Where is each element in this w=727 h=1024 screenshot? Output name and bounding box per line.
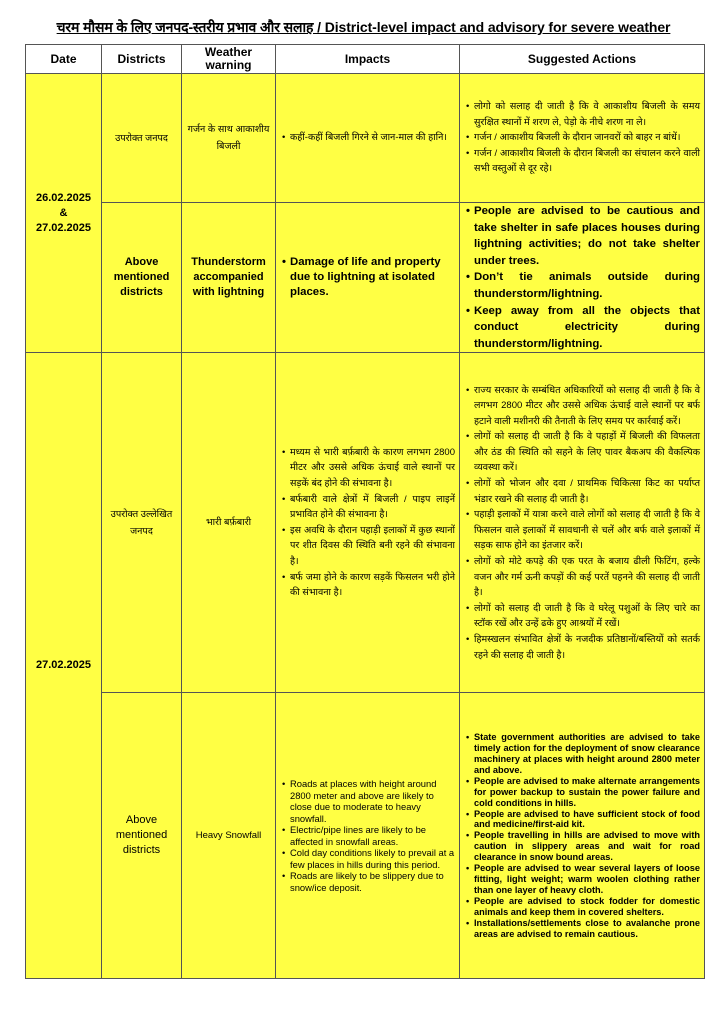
impacts-cell <box>276 203 460 353</box>
header-date: Date <box>26 45 102 74</box>
district-cell: उपरोक्त जनपद <box>102 74 182 203</box>
list-item: • मध्यम से भारी बर्फ़बारी के कारण लगभग 2800 मीटर और उससे अधिक ऊंचाई वाले स्थानों पर सड़कें बंद होने की संभावना है। <box>282 445 455 492</box>
list-item: • Roads are likely to be slippery due to snow/ice deposit. <box>282 870 455 893</box>
impacts-cell <box>276 693 460 979</box>
actions-cell <box>460 203 705 353</box>
warning-cell: Thunderstorm accompanied with lightning <box>182 203 276 353</box>
list-item: • Cold day conditions likely to prevail at a few places in hills during this period. <box>282 847 455 870</box>
list-item: • People are advised to be cautious and take shelter in safe places houses during lightning activities; do not take shelter under trees. <box>466 203 700 269</box>
list-item: • गर्जन / आकाशीय बिजली के दौरान बिजली का संचालन करने वाली सभी वस्तुओं से दूर रहे। <box>466 146 700 177</box>
actions-cell <box>460 74 705 203</box>
impacts-cell <box>276 74 460 203</box>
list-item: • हिमस्खलन संभावित क्षेत्रों के नजदीक प्रतिष्ठानों/बस्तियों को सतर्क रहने की सलाह दी जाती है। <box>466 632 700 663</box>
table-row <box>26 74 705 203</box>
list-item: • People travelling in hills are advised to move with caution in slippery areas and wait for road clearance in snow bound areas. <box>466 830 700 863</box>
warning-cell: गर्जन के साथ आकाशीय बिजली <box>182 74 276 203</box>
list-item: • पहाड़ी इलाकों में यात्रा करने वाले लोगों को सलाह दी जाती है कि वे फिसलन वाले इलाकों में सावधानी से चलें और बर्फ वाले इलाकों में सड़क साफ होने का इंतजार करें। <box>466 507 700 554</box>
actions-cell <box>460 693 705 979</box>
header-impacts: Impacts <box>276 45 460 74</box>
list-item: • State government authorities are advised to take timely action for the deployment of snow clearance machinery at places with height around 2800 meter and above. <box>466 732 700 776</box>
warning-cell: Heavy Snowfall <box>182 693 276 979</box>
list-item: • लोगो को सलाह दी जाती है कि वे आकाशीय बिजली के समय सुरक्षित स्थानों में शरण ले, पेड़ो के नीचे शरण ना ले। <box>466 99 700 130</box>
list-item: • People are advised to wear several layers of loose fitting, light weight; warm woolen clothing rather than one layer of heavy cloth. <box>466 863 700 896</box>
list-item: • लोगों को मोटे कपड़े की एक परत के बजाय ढीली फिटिंग, हल्के वजन और गर्म ऊनी कपड़ों की कई परतें पहनने की सलाह दी जाती है। <box>466 554 700 601</box>
header-districts: Districts <box>102 45 182 74</box>
list-item: • गर्जन / आकाशीय बिजली के दौरान जानवरों को बाहर न बांधें। <box>466 130 700 146</box>
table-row <box>26 693 705 979</box>
list-item: • People are advised to have sufficient stock of food and medicine/first-aid kit. <box>466 809 700 831</box>
list-item: • Don’t tie animals outside during thunderstorm/lightning. <box>466 269 700 302</box>
advisory-table <box>25 44 705 979</box>
list-item: • बर्फबारी वाले क्षेत्रों में बिजली / पाइप लाइनें प्रभावित होने की संभावना है। <box>282 492 455 523</box>
date-end: 27.02.2025 <box>35 221 92 234</box>
header-weather-warning: Weather warning <box>182 45 276 74</box>
table-row <box>26 353 705 693</box>
page-title: चरम मौसम के लिए जनपद-स्तरीय प्रभाव और सलाह / District-level impact and advisory for severe weather <box>56 19 671 35</box>
list-item: • Installations/settlements close to avalanche prone areas are advised to remain cautious. <box>466 918 700 940</box>
list-item: • इस अवधि के दौरान पहाड़ी इलाकों में कुछ स्थानों पर शीत दिवस की स्थिति बनी रहने की संभावना है। <box>282 523 455 570</box>
district-cell: उपरोक्त उल्लेखित जनपद <box>102 353 182 693</box>
list-item: • Roads at places with height around 2800 meter and above are likely to close due to moderate to heavy snowfall. <box>282 778 455 824</box>
list-item: • Electric/pipe lines are likely to be affected in snowfall areas. <box>282 824 455 847</box>
date-start: 26.02.2025 <box>35 191 92 204</box>
date-separator: & <box>59 206 68 219</box>
header-row <box>26 45 705 74</box>
date-cell: 27.02.2025 <box>26 353 102 979</box>
date-cell <box>26 74 102 353</box>
district-cell: Above mentioned districts <box>102 693 182 979</box>
list-item: • Damage of life and property due to lightning at isolated places. <box>282 255 455 300</box>
list-item: • राज्य सरकार के सम्बंधित अधिकारियों को सलाह दी जाती है कि वे लगभग 2800 मीटर और उससे अधिक ऊंचाई वाले स्थानों पर बर्फ हटाने वाली मशीनरी की तैनाती के लिए समय पर कार्रवाई करें। <box>466 383 700 430</box>
district-cell: Above mentioned districts <box>102 203 182 353</box>
list-item: • लोगों को भोजन और दवा / प्राथमिक चिकित्सा किट का पर्याप्त भंडार रखने की सलाह दी जाती है। <box>466 476 700 507</box>
list-item: • People are advised to stock fodder for domestic animals and keep them in covered shelters. <box>466 896 700 918</box>
list-item: • बर्फ जमा होने के कारण सड़कें फिसलन भरी होने की संभावना है। <box>282 570 455 601</box>
list-item: • Keep away from all the objects that conduct electricity during thunderstorm/lightning. <box>466 303 700 353</box>
list-item: • लोगों को सलाह दी जाती है कि वे पहाड़ों में बिजली की विफलता और ठंड की स्थिति को सहने के लिए पावर बैकअप की वैकल्पिक व्यवस्था करें। <box>466 429 700 476</box>
warning-cell: भारी बर्फ़बारी <box>182 353 276 693</box>
table-row <box>26 203 705 353</box>
list-item: • People are advised to make alternate arrangements for power backup to sustain the power failure and cold conditions in hills. <box>466 776 700 809</box>
impacts-cell <box>276 353 460 693</box>
header-suggested-actions: Suggested Actions <box>460 45 705 74</box>
list-item: • कहीं-कहीं बिजली गिरने से जान-माल की हानि। <box>282 130 455 146</box>
list-item: • लोगों को सलाह दी जाती है कि वे घरेलू पशुओं के लिए चारे का स्टॉक रखें और उन्हें ढके हुए आश्रयों में रखें। <box>466 601 700 632</box>
actions-cell <box>460 353 705 693</box>
